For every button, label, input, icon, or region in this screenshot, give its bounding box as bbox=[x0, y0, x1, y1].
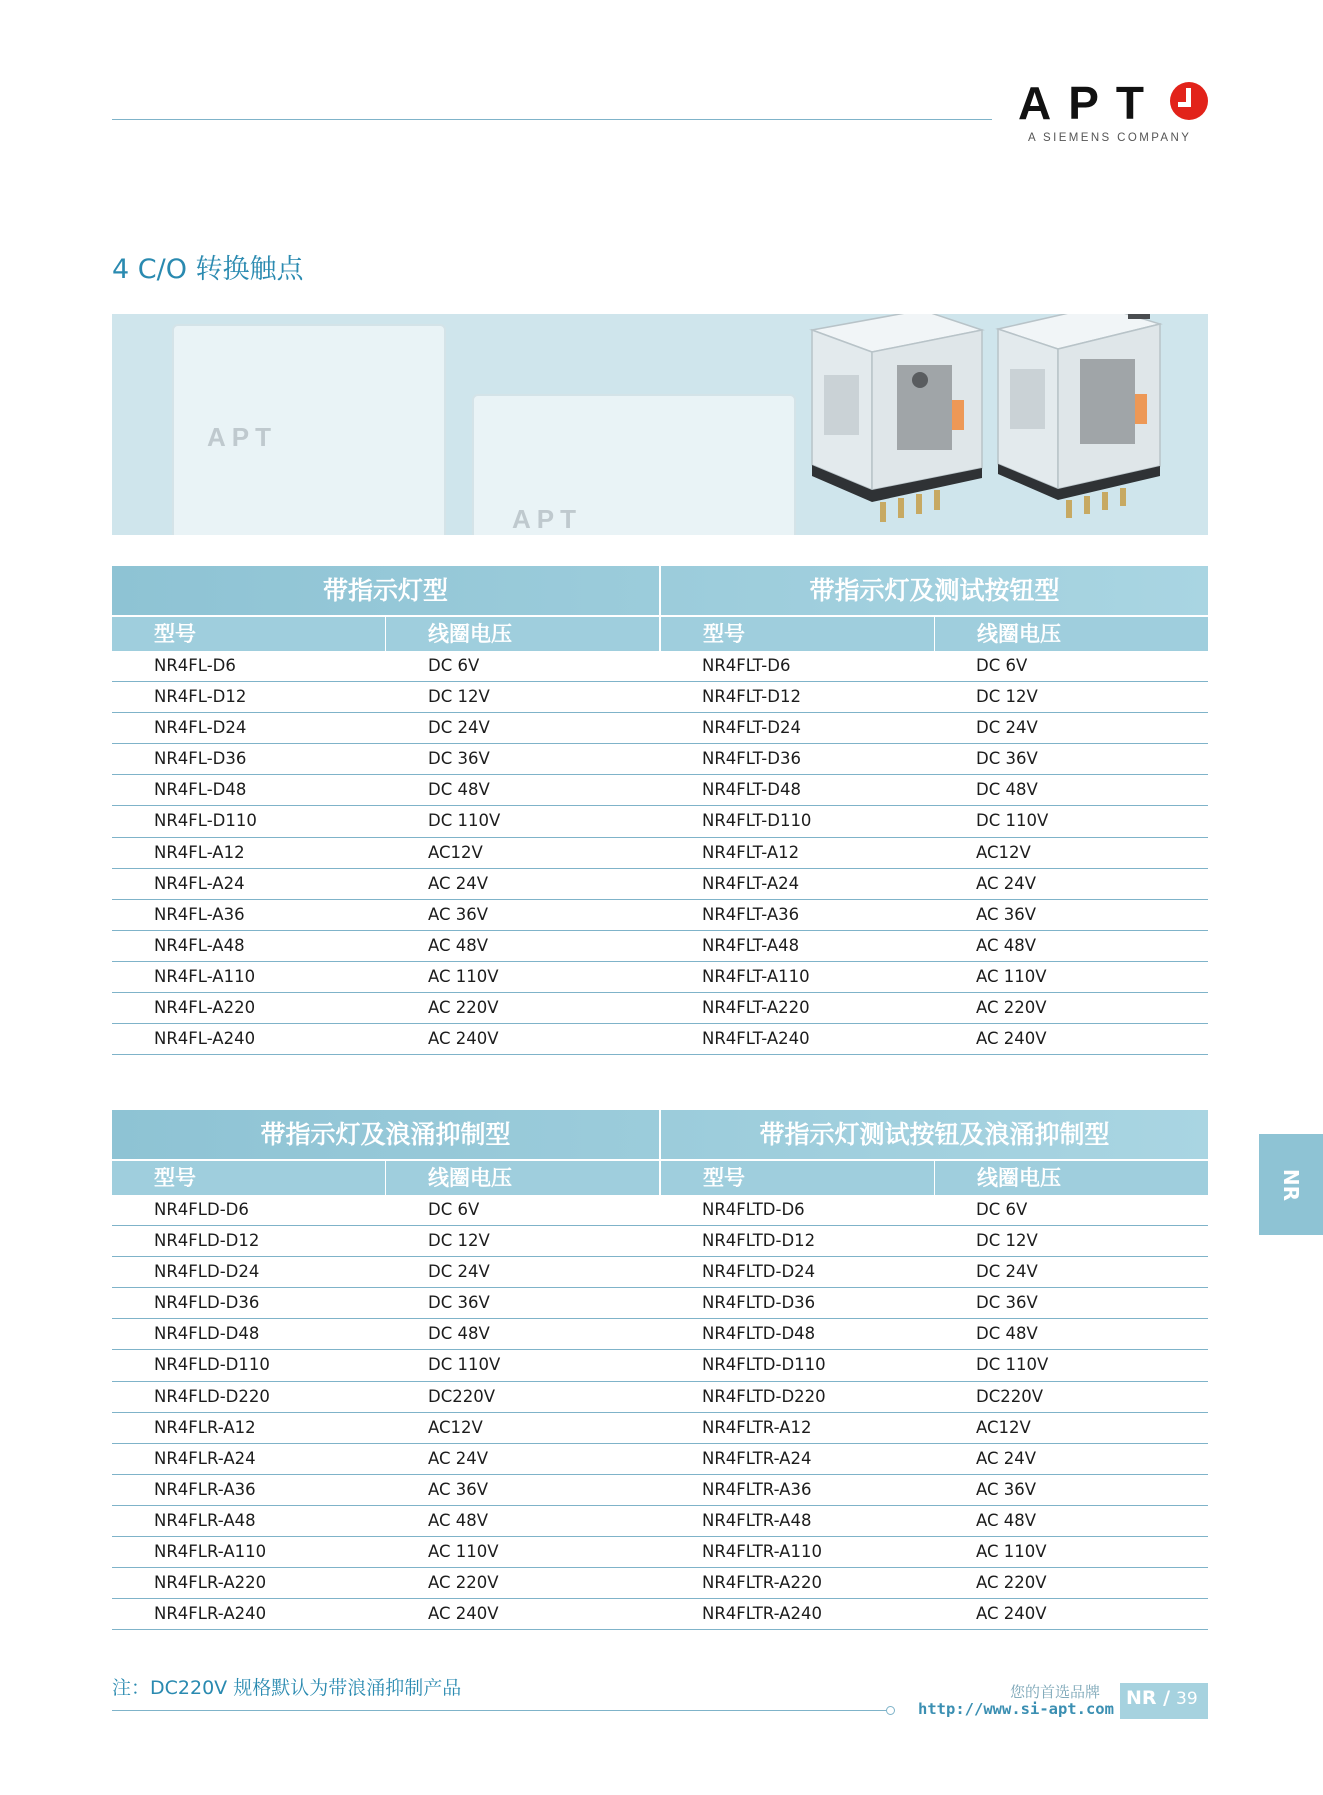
model-cell: NR4FL-A110 bbox=[154, 966, 256, 986]
table-indicator bbox=[112, 566, 1208, 1055]
table-title-row bbox=[112, 566, 1208, 615]
voltage-cell: DC 110V bbox=[976, 1355, 1049, 1375]
table-row bbox=[112, 1413, 1208, 1444]
model-cell: NR4FLTR-A220 bbox=[702, 1573, 822, 1593]
table-row bbox=[112, 744, 1208, 775]
model-cell: NR4FLT-A240 bbox=[702, 1029, 810, 1049]
col-header-voltage: 线圈电压 bbox=[934, 1161, 1208, 1195]
relay-product-right bbox=[990, 314, 1170, 524]
model-cell: NR4FLD-D48 bbox=[154, 1324, 260, 1344]
model-cell: NR4FLT-A36 bbox=[702, 904, 800, 924]
model-cell: NR4FLTD-D110 bbox=[702, 1355, 826, 1375]
model-cell: NR4FLT-A24 bbox=[702, 873, 800, 893]
model-cell: NR4FL-D110 bbox=[154, 811, 257, 831]
voltage-cell: AC 36V bbox=[976, 904, 1037, 924]
table-row bbox=[112, 1024, 1208, 1055]
col-header-model: 型号 bbox=[154, 1166, 196, 1190]
voltage-cell: AC 110V bbox=[428, 966, 499, 986]
voltage-cell: AC 110V bbox=[976, 1542, 1047, 1562]
model-cell: NR4FL-D24 bbox=[154, 718, 247, 738]
voltage-cell: DC 110V bbox=[428, 811, 501, 831]
table-row bbox=[112, 713, 1208, 744]
model-cell: NR4FLR-A36 bbox=[154, 1479, 256, 1499]
table-row bbox=[112, 1506, 1208, 1537]
page-indicator bbox=[1120, 1683, 1208, 1719]
voltage-cell: DC 6V bbox=[976, 1200, 1028, 1219]
model-cell: NR4FLT-A220 bbox=[702, 998, 810, 1018]
model-cell: NR4FLT-D110 bbox=[702, 811, 812, 831]
table-row bbox=[112, 1195, 1208, 1226]
voltage-cell: DC 6V bbox=[428, 656, 480, 675]
voltage-cell: AC 48V bbox=[428, 1510, 489, 1530]
table-row bbox=[112, 962, 1208, 993]
model-cell: NR4FLR-A220 bbox=[154, 1573, 267, 1593]
model-cell: NR4FLT-D12 bbox=[702, 687, 801, 707]
table-row bbox=[112, 1444, 1208, 1475]
table-row bbox=[112, 1288, 1208, 1319]
table-row bbox=[112, 1257, 1208, 1288]
voltage-cell: AC 24V bbox=[428, 1448, 489, 1468]
voltage-cell: DC 24V bbox=[976, 1262, 1038, 1282]
model-cell: NR4FLTD-D220 bbox=[702, 1386, 826, 1406]
voltage-cell: AC 24V bbox=[976, 873, 1037, 893]
model-cell: NR4FL-A12 bbox=[154, 842, 245, 862]
logo-text: APT bbox=[1018, 77, 1161, 129]
table-header-row bbox=[112, 1159, 1208, 1195]
model-cell: NR4FLTR-A110 bbox=[702, 1542, 822, 1562]
voltage-cell: AC 36V bbox=[428, 904, 489, 924]
voltage-cell: DC 6V bbox=[428, 1200, 480, 1219]
model-cell: NR4FLD-D6 bbox=[154, 1200, 249, 1219]
model-cell: NR4FLTR-A12 bbox=[702, 1417, 812, 1437]
voltage-cell: AC12V bbox=[976, 842, 1031, 862]
model-cell: NR4FLR-A240 bbox=[154, 1604, 267, 1624]
voltage-cell: DC 48V bbox=[976, 1324, 1038, 1344]
voltage-cell: AC 240V bbox=[428, 1029, 499, 1049]
voltage-cell: DC 12V bbox=[428, 1231, 490, 1251]
voltage-cell: AC 110V bbox=[976, 966, 1047, 986]
model-cell: NR4FLTR-A48 bbox=[702, 1510, 812, 1530]
voltage-cell: AC 110V bbox=[428, 1542, 499, 1562]
model-cell: NR4FL-A36 bbox=[154, 904, 245, 924]
col-header-model: 型号 bbox=[703, 622, 745, 646]
table-row bbox=[112, 931, 1208, 962]
model-cell: NR4FLTD-D48 bbox=[702, 1324, 816, 1344]
voltage-cell: DC 24V bbox=[976, 718, 1038, 738]
footer-slogan: 您的首选品牌 bbox=[1010, 1683, 1101, 1701]
model-cell: NR4FLT-A12 bbox=[702, 842, 800, 862]
voltage-cell: AC 220V bbox=[976, 1573, 1047, 1593]
section-side-tab[interactable] bbox=[1259, 1134, 1323, 1235]
voltage-cell: DC 6V bbox=[976, 656, 1028, 675]
relay-product-left bbox=[802, 314, 992, 530]
col-header-voltage: 线圈电压 bbox=[385, 617, 659, 651]
voltage-cell: AC 240V bbox=[428, 1604, 499, 1624]
voltage-cell: AC 24V bbox=[428, 873, 489, 893]
voltage-cell: AC 220V bbox=[428, 998, 499, 1018]
logo-clock-icon bbox=[1170, 82, 1208, 120]
model-cell: NR4FL-A24 bbox=[154, 873, 245, 893]
voltage-cell: DC 24V bbox=[428, 1262, 490, 1282]
voltage-cell: DC 110V bbox=[976, 811, 1049, 831]
table-row bbox=[112, 869, 1208, 900]
footer-rule bbox=[112, 1710, 887, 1711]
voltage-cell: DC 48V bbox=[976, 780, 1038, 800]
col-header-voltage: 线圈电压 bbox=[934, 617, 1208, 651]
voltage-cell: AC 48V bbox=[976, 935, 1037, 955]
voltage-cell: AC 240V bbox=[976, 1604, 1047, 1624]
voltage-cell: DC220V bbox=[976, 1386, 1044, 1406]
page-number: 39 bbox=[1176, 1689, 1198, 1709]
model-cell: NR4FL-A48 bbox=[154, 935, 245, 955]
model-cell: NR4FLT-A110 bbox=[702, 966, 810, 986]
footer-dot-icon bbox=[886, 1706, 895, 1715]
model-cell: NR4FL-D36 bbox=[154, 749, 247, 769]
model-cell: NR4FL-D48 bbox=[154, 780, 247, 800]
footnote: 注：DC220V 规格默认为带浪涌抑制产品 bbox=[112, 1677, 462, 1699]
model-cell: NR4FLD-D24 bbox=[154, 1262, 260, 1282]
table-header-row bbox=[112, 615, 1208, 651]
col-header-model: 型号 bbox=[154, 622, 196, 646]
voltage-cell: AC12V bbox=[428, 842, 483, 862]
model-cell: NR4FLT-A48 bbox=[702, 935, 800, 955]
footer-url-link[interactable]: http://www.si-apt.com bbox=[918, 1700, 1114, 1718]
table-row bbox=[112, 806, 1208, 837]
model-cell: NR4FLTR-A24 bbox=[702, 1448, 812, 1468]
model-cell: NR4FLR-A12 bbox=[154, 1417, 256, 1437]
table-title-right: 带指示灯测试按钮及浪涌抑制型 bbox=[659, 1110, 1208, 1159]
model-cell: NR4FLD-D110 bbox=[154, 1355, 270, 1375]
model-cell: NR4FLR-A48 bbox=[154, 1510, 256, 1530]
table-row bbox=[112, 900, 1208, 931]
table-row bbox=[112, 1226, 1208, 1257]
voltage-cell: DC 110V bbox=[428, 1355, 501, 1375]
page-section-label: NR / bbox=[1126, 1687, 1171, 1709]
model-cell: NR4FLD-D36 bbox=[154, 1293, 260, 1313]
table-body bbox=[112, 1195, 1208, 1630]
table-row bbox=[112, 1382, 1208, 1413]
header-rule bbox=[112, 119, 992, 120]
voltage-cell: DC 36V bbox=[428, 1293, 490, 1313]
voltage-cell: AC 220V bbox=[428, 1573, 499, 1593]
voltage-cell: AC12V bbox=[428, 1417, 483, 1437]
table-title-left: 带指示灯型 bbox=[322, 576, 448, 605]
model-cell: NR4FLTD-D36 bbox=[702, 1293, 816, 1313]
table-row bbox=[112, 1537, 1208, 1568]
table-title-row bbox=[112, 1110, 1208, 1159]
model-cell: NR4FL-A240 bbox=[154, 1029, 256, 1049]
model-cell: NR4FLD-D12 bbox=[154, 1231, 260, 1251]
voltage-cell: AC 240V bbox=[976, 1029, 1047, 1049]
voltage-cell: AC 24V bbox=[976, 1448, 1037, 1468]
model-cell: NR4FLT-D48 bbox=[702, 780, 801, 800]
voltage-cell: DC 12V bbox=[428, 687, 490, 707]
voltage-cell: AC 36V bbox=[976, 1479, 1037, 1499]
table-row bbox=[112, 1350, 1208, 1381]
voltage-cell: AC 220V bbox=[976, 998, 1047, 1018]
col-header-voltage: 线圈电压 bbox=[385, 1161, 659, 1195]
side-tab-label: NR bbox=[1278, 1168, 1303, 1201]
voltage-cell: DC220V bbox=[428, 1386, 496, 1406]
table-title-left: 带指示灯及浪涌抑制型 bbox=[260, 1120, 511, 1149]
model-cell: NR4FL-D12 bbox=[154, 687, 247, 707]
section-title: 4 C/O 转换触点 bbox=[112, 254, 304, 285]
voltage-cell: DC 48V bbox=[428, 1324, 490, 1344]
model-cell: NR4FLTD-D12 bbox=[702, 1231, 816, 1251]
table-row bbox=[112, 1475, 1208, 1506]
table-row bbox=[112, 838, 1208, 869]
voltage-cell: DC 12V bbox=[976, 1231, 1038, 1251]
model-cell: NR4FLR-A110 bbox=[154, 1542, 267, 1562]
table-row bbox=[112, 775, 1208, 806]
model-cell: NR4FLTD-D24 bbox=[702, 1262, 816, 1282]
table-row bbox=[112, 682, 1208, 713]
voltage-cell: AC12V bbox=[976, 1417, 1031, 1437]
voltage-cell: DC 36V bbox=[976, 1293, 1038, 1313]
col-header-model: 型号 bbox=[703, 1166, 745, 1190]
table-row bbox=[112, 1568, 1208, 1599]
table-row bbox=[112, 1599, 1208, 1630]
table-row bbox=[112, 993, 1208, 1024]
model-cell: NR4FLT-D6 bbox=[702, 656, 791, 675]
logo-tagline: A SIEMENS COMPANY bbox=[1028, 132, 1192, 144]
table-body bbox=[112, 651, 1208, 1055]
table-surge bbox=[112, 1110, 1208, 1630]
voltage-cell: DC 12V bbox=[976, 687, 1038, 707]
voltage-cell: DC 36V bbox=[428, 749, 490, 769]
voltage-cell: DC 48V bbox=[428, 780, 490, 800]
model-cell: NR4FLTD-D6 bbox=[702, 1200, 805, 1219]
apt-logo bbox=[1018, 78, 1208, 150]
model-cell: NR4FLTR-A36 bbox=[702, 1479, 812, 1499]
model-cell: NR4FLR-A24 bbox=[154, 1448, 256, 1468]
model-cell: NR4FLTR-A240 bbox=[702, 1604, 822, 1624]
voltage-cell: AC 48V bbox=[428, 935, 489, 955]
model-cell: NR4FLT-D36 bbox=[702, 749, 801, 769]
model-cell: NR4FLT-D24 bbox=[702, 718, 801, 738]
product-hero-image: APT APT bbox=[112, 314, 1208, 535]
table-title-right: 带指示灯及测试按钮型 bbox=[659, 566, 1208, 615]
model-cell: NR4FL-D6 bbox=[154, 656, 236, 675]
model-cell: NR4FL-A220 bbox=[154, 998, 256, 1018]
voltage-cell: DC 36V bbox=[976, 749, 1038, 769]
voltage-cell: AC 48V bbox=[976, 1510, 1037, 1530]
voltage-cell: DC 24V bbox=[428, 718, 490, 738]
table-row bbox=[112, 1319, 1208, 1350]
model-cell: NR4FLD-D220 bbox=[154, 1386, 270, 1406]
table-row bbox=[112, 651, 1208, 682]
voltage-cell: AC 36V bbox=[428, 1479, 489, 1499]
